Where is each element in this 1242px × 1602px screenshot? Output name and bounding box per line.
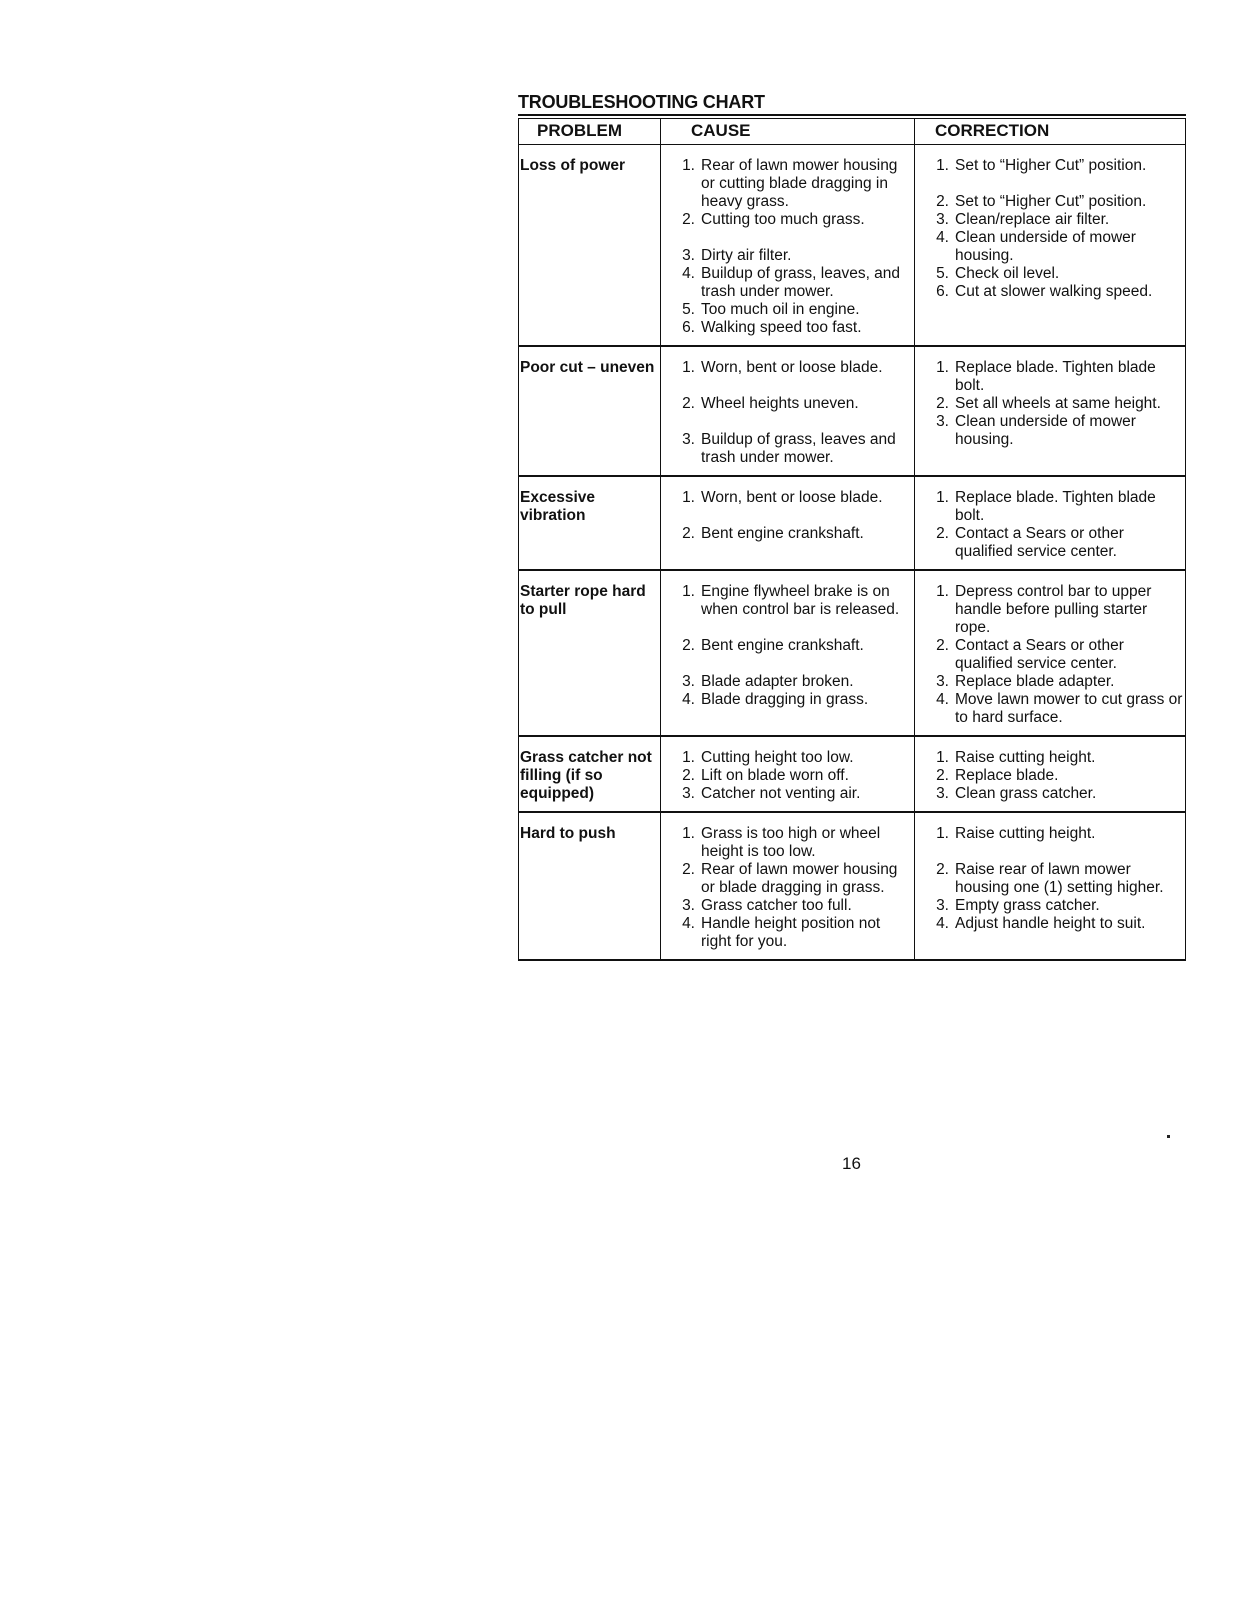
list-item (663, 861, 912, 897)
item-number: 1. (936, 825, 949, 842)
correction-cell (915, 570, 1186, 736)
item-text: Contact a Sears or other qualified service center. (955, 637, 1124, 672)
item-text: Dirty air filter. (701, 247, 792, 264)
item-number: 6. (936, 283, 949, 300)
item-number: 3. (682, 785, 695, 802)
list-item (663, 749, 912, 767)
item-number: 3. (682, 431, 695, 448)
stray-mark (1167, 1135, 1170, 1138)
list-item (663, 247, 912, 265)
item-number: 1. (682, 157, 695, 174)
list-item (663, 319, 912, 337)
item-text: Blade adapter broken. (701, 673, 854, 690)
item-number: 1. (682, 583, 695, 600)
list-item (917, 915, 1183, 933)
item-text: Replace blade. (955, 767, 1059, 784)
chart-title: TROUBLESHOOTING CHART (518, 92, 765, 112)
item-number: 2. (936, 395, 949, 412)
table-row (519, 346, 1186, 476)
list-item (917, 359, 1183, 395)
item-number: 1. (682, 489, 695, 506)
item-text: Handle height position not right for you. (701, 915, 881, 950)
list-item (663, 157, 912, 211)
problem-cell: Poor cut – uneven (519, 346, 661, 476)
item-number: 2. (682, 861, 695, 878)
list-item (663, 767, 912, 785)
list-item (917, 283, 1183, 301)
cause-cell (661, 736, 915, 812)
item-text: Contact a Sears or other qualified service center. (955, 525, 1124, 560)
list-item (917, 157, 1183, 175)
item-text: Replace blade. Tighten blade bolt. (955, 489, 1156, 524)
item-text: Adjust handle height to suit. (955, 915, 1146, 932)
item-text: Bent engine crankshaft. (701, 525, 864, 542)
item-text: Move lawn mower to cut grass or to hard surface. (955, 691, 1183, 726)
item-text: Catcher not venting air. (701, 785, 861, 802)
item-text: Wheel heights uneven. (701, 395, 859, 412)
troubleshooting-table (518, 118, 1186, 961)
item-number: 2. (936, 525, 949, 542)
item-text: Check oil level. (955, 265, 1060, 282)
problem-cell: Hard to push (519, 812, 661, 960)
list-item (663, 265, 912, 301)
list-item (663, 525, 912, 543)
item-text: Cut at slower walking speed. (955, 283, 1153, 300)
item-number: 3. (682, 897, 695, 914)
list-item (663, 489, 912, 507)
list-item (917, 825, 1183, 843)
item-number: 3. (682, 247, 695, 264)
item-number: 4. (682, 265, 695, 282)
list-item (917, 691, 1183, 727)
list-item (917, 413, 1183, 449)
list-item (917, 489, 1183, 525)
item-number: 4. (936, 691, 949, 708)
item-number: 6. (682, 319, 695, 336)
item-text: Worn, bent or loose blade. (701, 359, 883, 376)
item-text: Rear of lawn mower housing or cutting blade dragging in heavy grass. (701, 157, 898, 210)
item-number: 1. (682, 749, 695, 766)
item-number: 4. (936, 229, 949, 246)
item-number: 2. (936, 861, 949, 878)
item-number: 5. (936, 265, 949, 282)
cause-list (663, 583, 912, 709)
problem-cell: Loss of power (519, 145, 661, 347)
correction-cell (915, 346, 1186, 476)
list-item (917, 785, 1183, 803)
problem-cell: Grass catcher not filling (if so equipped) (519, 736, 661, 812)
list-item (917, 229, 1183, 265)
page-number: 16 (842, 1154, 861, 1173)
list-item (663, 359, 912, 377)
list-item (663, 395, 912, 413)
item-text: Worn, bent or loose blade. (701, 489, 883, 506)
item-number: 2. (682, 395, 695, 412)
list-item (917, 211, 1183, 229)
correction-list (917, 583, 1183, 727)
list-item (917, 767, 1183, 785)
cause-cell (661, 145, 915, 347)
correction-list (917, 359, 1183, 449)
item-text: Depress control bar to upper handle before pulling starter rope. (955, 583, 1152, 636)
item-text: Engine flywheel brake is on when control bar is released. (701, 583, 900, 618)
item-number: 2. (936, 637, 949, 654)
list-item (663, 301, 912, 319)
item-text: Replace blade. Tighten blade bolt. (955, 359, 1156, 394)
cause-cell (661, 346, 915, 476)
item-number: 1. (936, 489, 949, 506)
list-item (917, 637, 1183, 673)
list-item (663, 673, 912, 691)
item-number: 4. (682, 915, 695, 932)
item-text: Raise rear of lawn mower housing one (1) setting higher. (955, 861, 1164, 896)
item-text: Rear of lawn mower housing or blade dragging in grass. (701, 861, 898, 896)
list-item (917, 673, 1183, 691)
list-item (917, 525, 1183, 561)
item-number: 3. (936, 785, 949, 802)
list-item (917, 583, 1183, 637)
item-number: 5. (682, 301, 695, 318)
list-item (917, 749, 1183, 767)
list-item (917, 265, 1183, 283)
cause-list (663, 157, 912, 337)
problem-cell: Excessive vibration (519, 476, 661, 570)
item-number: 2. (682, 767, 695, 784)
title-rule (518, 114, 1186, 116)
item-text: Buildup of grass, leaves, and trash under mower. (701, 265, 901, 300)
header-problem: PROBLEM (519, 119, 661, 145)
item-text: Clean/replace air filter. (955, 211, 1110, 228)
correction-cell (915, 476, 1186, 570)
item-number: 3. (682, 673, 695, 690)
item-number: 1. (936, 749, 949, 766)
item-number: 4. (682, 691, 695, 708)
list-item (663, 785, 912, 803)
item-text: Buildup of grass, leaves and trash under mower. (701, 431, 896, 466)
list-item (663, 211, 912, 229)
item-number: 3. (936, 413, 949, 430)
item-number: 1. (682, 825, 695, 842)
item-text: Set to “Higher Cut” position. (955, 193, 1147, 210)
item-text: Grass catcher too full. (701, 897, 852, 914)
table-row (519, 812, 1186, 960)
item-text: Raise cutting height. (955, 825, 1096, 842)
header-correction: CORRECTION (915, 119, 1186, 145)
list-item (917, 897, 1183, 915)
item-text: Grass is too high or wheel height is too low. (701, 825, 881, 860)
item-number: 2. (682, 637, 695, 654)
table-row (519, 736, 1186, 812)
table-row (519, 145, 1186, 347)
item-text: Blade dragging in grass. (701, 691, 869, 708)
item-number: 1. (936, 157, 949, 174)
correction-list (917, 825, 1183, 933)
item-text: Set to “Higher Cut” position. (955, 157, 1147, 174)
item-number: 3. (936, 897, 949, 914)
item-text: Empty grass catcher. (955, 897, 1100, 914)
cause-cell (661, 476, 915, 570)
item-number: 1. (936, 583, 949, 600)
item-text: Clean underside of mower housing. (955, 413, 1136, 448)
cause-list (663, 825, 912, 951)
correction-cell (915, 812, 1186, 960)
correction-list (917, 489, 1183, 561)
table-body (519, 145, 1186, 961)
item-text: Bent engine crankshaft. (701, 637, 864, 654)
correction-cell (915, 145, 1186, 347)
item-text: Clean underside of mower housing. (955, 229, 1136, 264)
list-item (917, 193, 1183, 211)
list-item (917, 395, 1183, 413)
item-number: 2. (936, 193, 949, 210)
item-number: 3. (936, 211, 949, 228)
item-text: Lift on blade worn off. (701, 767, 849, 784)
header-row (519, 119, 1186, 145)
list-item (663, 915, 912, 951)
item-text: Replace blade adapter. (955, 673, 1115, 690)
cause-list (663, 359, 912, 467)
list-item (663, 897, 912, 915)
correction-cell (915, 736, 1186, 812)
item-text: Set all wheels at same height. (955, 395, 1161, 412)
list-item (917, 861, 1183, 897)
list-item (663, 637, 912, 655)
cause-list (663, 489, 912, 543)
header-cause: CAUSE (661, 119, 915, 145)
item-number: 1. (936, 359, 949, 376)
item-number: 2. (682, 525, 695, 542)
item-number: 2. (682, 211, 695, 228)
cause-list (663, 749, 912, 803)
correction-list (917, 157, 1183, 301)
correction-list (917, 749, 1183, 803)
item-number: 3. (936, 673, 949, 690)
list-item (663, 691, 912, 709)
item-text: Too much oil in engine. (701, 301, 860, 318)
table-row (519, 570, 1186, 736)
item-number: 1. (682, 359, 695, 376)
table-row (519, 476, 1186, 570)
list-item (663, 431, 912, 467)
item-text: Cutting too much grass. (701, 211, 865, 228)
item-number: 4. (936, 915, 949, 932)
item-text: Raise cutting height. (955, 749, 1096, 766)
list-item (663, 583, 912, 619)
item-text: Clean grass catcher. (955, 785, 1097, 802)
item-number: 2. (936, 767, 949, 784)
list-item (663, 825, 912, 861)
cause-cell (661, 570, 915, 736)
item-text: Cutting height too low. (701, 749, 854, 766)
problem-cell: Starter rope hard to pull (519, 570, 661, 736)
item-text: Walking speed too fast. (701, 319, 862, 336)
cause-cell (661, 812, 915, 960)
